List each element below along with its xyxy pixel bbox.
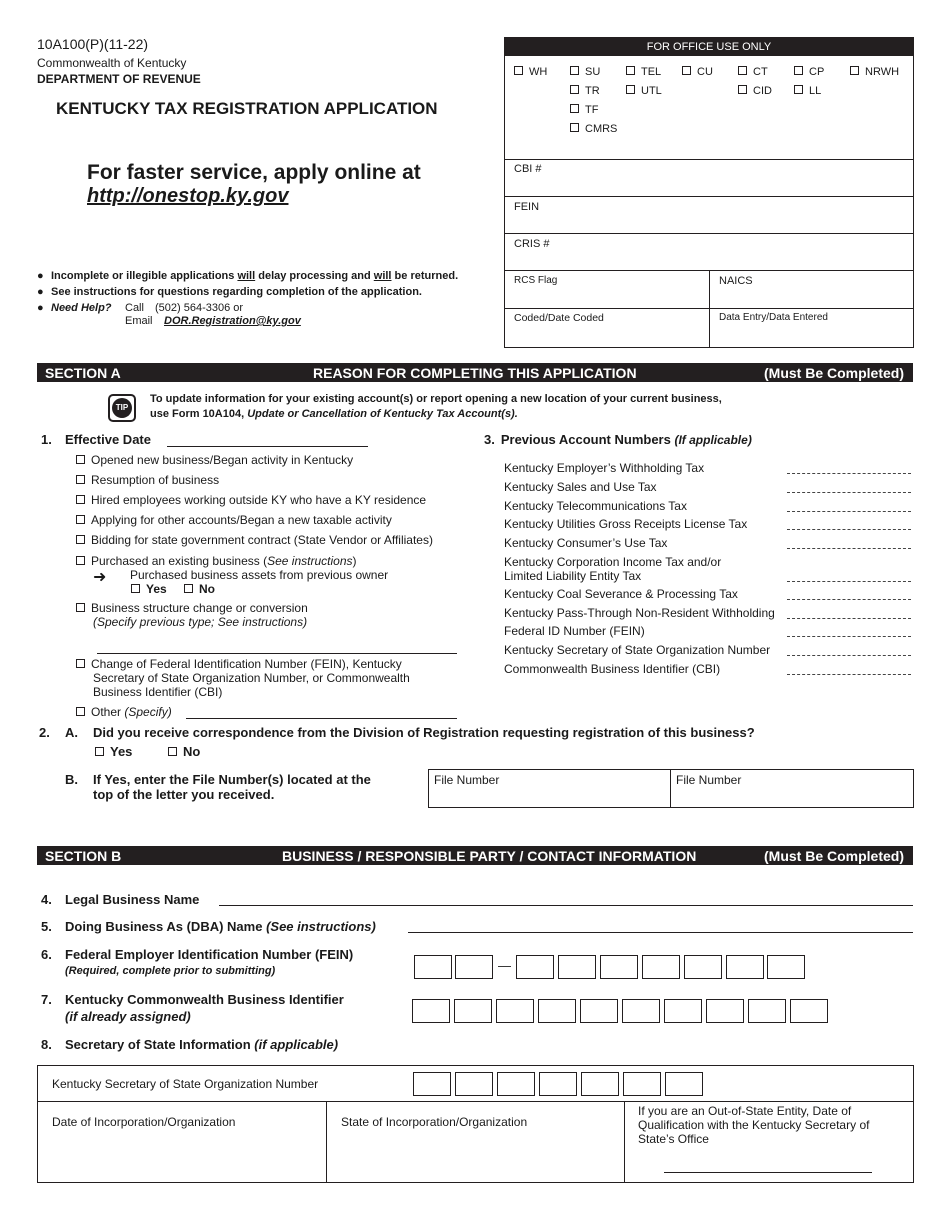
other-specify-input[interactable]	[186, 718, 457, 719]
sos-digit[interactable]	[497, 1072, 535, 1096]
office-code-cmrs[interactable]	[570, 120, 617, 139]
tip-icon	[108, 394, 136, 422]
q3-label: Previous Account Numbers	[500, 432, 675, 447]
checkbox-icon	[570, 123, 579, 132]
office-code-label: CP	[809, 66, 825, 78]
fein-digit[interactable]	[726, 955, 764, 979]
sos-digit[interactable]	[539, 1072, 577, 1096]
fein-label: Federal Employer Identification Number (FEIN)	[65, 947, 354, 962]
fein-digit[interactable]	[414, 955, 452, 979]
checkbox-icon	[850, 66, 859, 75]
out-of-state-date-label	[638, 1104, 869, 1146]
out-of-state-date-input[interactable]	[664, 1172, 872, 1173]
q2a-yes[interactable]	[95, 744, 132, 759]
cbi-digit[interactable]	[664, 999, 702, 1023]
bullet-dot: ●	[37, 270, 44, 282]
dba-name-label	[65, 919, 376, 934]
cbi-digit[interactable]	[748, 999, 786, 1023]
q3-heading	[484, 432, 752, 447]
office-code-utl[interactable]	[626, 82, 662, 101]
option-label: Hired employees working outside KY who have a KY residence	[91, 493, 427, 507]
office-code-ct[interactable]	[738, 63, 768, 82]
option-label: Business structure change or conversion	[91, 601, 308, 615]
section-b-must: (Must Be Completed)	[764, 848, 904, 864]
divider	[624, 1101, 625, 1182]
account-input[interactable]	[787, 548, 911, 549]
checkbox-icon	[76, 535, 85, 544]
bullet-list	[37, 268, 458, 300]
office-code-tr[interactable]	[570, 82, 600, 101]
office-code-wh[interactable]	[514, 63, 547, 82]
office-code-label: TEL	[641, 66, 662, 78]
section-a-heading: REASON FOR COMPLETING THIS APPLICATION	[313, 365, 637, 381]
section-b-heading: BUSINESS / RESPONSIBLE PARTY / CONTACT INFORMATION	[282, 848, 697, 864]
rcs-flag-field[interactable]: RCS Flag	[514, 275, 558, 286]
fein-digit[interactable]	[642, 955, 680, 979]
q2b-letter: B.	[65, 772, 78, 787]
tip-line-1: To update information for your existing account(s) or report opening a new location of your current business,	[150, 393, 722, 405]
cbi-note: (if already assigned)	[65, 1009, 191, 1024]
reason-structure-change[interactable]	[76, 601, 308, 615]
divider	[670, 770, 671, 807]
office-code-label: CU	[697, 66, 713, 78]
account-label: Kentucky Pass-Through Non-Resident Withholding	[504, 606, 775, 620]
account-input[interactable]	[787, 674, 911, 675]
checkbox-icon	[76, 707, 85, 716]
date-incorporation-field[interactable]: Date of Incorporation/Organization	[52, 1115, 236, 1129]
account-input[interactable]	[787, 599, 911, 600]
divider	[505, 159, 913, 160]
fein-digit[interactable]	[455, 955, 493, 979]
yes-label: Yes	[146, 582, 167, 596]
sos-digit[interactable]	[455, 1072, 493, 1096]
checkbox-icon	[738, 66, 747, 75]
bullet-1	[37, 268, 458, 284]
divider	[38, 1101, 913, 1102]
option-label: Opened new business/Began activity in Kentucky	[91, 453, 354, 467]
account-label: Kentucky Secretary of State Organization Number	[504, 643, 771, 657]
option-label-b: See instructions	[267, 554, 353, 568]
account-label: Kentucky Telecommunications Tax	[504, 499, 687, 513]
reason-bidding-contract[interactable]	[76, 533, 433, 547]
account-label: Commonwealth Business Identifier (CBI)	[504, 662, 721, 676]
onestop-link[interactable]: http://onestop.ky.gov	[87, 185, 289, 207]
account-input[interactable]	[787, 618, 911, 619]
dash-icon: —	[498, 958, 511, 973]
section-a-bar	[37, 363, 913, 382]
cris-field[interactable]: CRIS #	[514, 238, 550, 250]
structure-change-input[interactable]	[97, 653, 457, 654]
checkbox-icon	[570, 66, 579, 75]
office-code-label: TR	[585, 85, 600, 97]
coded-date-field[interactable]: Coded/Date Coded	[514, 312, 604, 324]
fein-digit[interactable]	[516, 955, 554, 979]
bullet-1-text-c: be returned.	[391, 270, 459, 282]
no-label: No	[199, 582, 215, 596]
q2b-line-2: top of the letter you received.	[93, 787, 275, 802]
section-b-label: SECTION B	[45, 848, 122, 864]
sos-digit[interactable]	[665, 1072, 703, 1096]
cbi-field[interactable]: CBI #	[514, 163, 542, 175]
q6-number: 6.	[41, 947, 52, 962]
help-block	[37, 300, 243, 316]
q8-number: 8.	[41, 1037, 52, 1052]
no-label: No	[183, 744, 201, 759]
phone-number: (502) 564-3306 or	[155, 302, 244, 314]
option-label: Change of Federal Identification Number (FEIN), Kentucky	[91, 657, 402, 671]
section-a-label: SECTION A	[45, 365, 121, 381]
cbi-digit-boxes	[412, 999, 828, 1023]
account-input[interactable]	[787, 655, 911, 656]
dba-label-b: (See instructions)	[266, 919, 376, 934]
fein-digit-boxes	[414, 955, 806, 979]
cbi-digit[interactable]	[538, 999, 576, 1023]
bullet-1-text-b: delay processing and	[255, 270, 374, 282]
cbi-digit[interactable]	[412, 999, 450, 1023]
dba-label-a: Doing Business As (DBA) Name	[65, 919, 267, 934]
office-code-tel[interactable]	[626, 63, 661, 82]
option-label: Bidding for state government contract (State Vendor or Affiliates)	[91, 533, 433, 547]
office-code-label: TF	[585, 104, 599, 116]
reason-opened-new-business[interactable]	[76, 453, 353, 467]
cbi-label: Kentucky Commonwealth Business Identifier	[65, 992, 344, 1007]
office-code-label: UTL	[641, 85, 662, 97]
account-label: Kentucky Consumer’s Use Tax	[504, 536, 668, 550]
reason-id-change[interactable]	[76, 657, 402, 671]
department-name: DEPARTMENT OF REVENUE	[37, 72, 201, 86]
checkbox-icon	[76, 603, 85, 612]
checkbox-icon	[184, 584, 193, 593]
sos-digit[interactable]	[581, 1072, 619, 1096]
checkbox-icon	[76, 455, 85, 464]
arrow-icon: ➜	[93, 569, 107, 586]
checkbox-icon	[570, 85, 579, 94]
oos-line-3: State’s Office	[638, 1132, 709, 1146]
q4-number: 4.	[41, 892, 52, 907]
office-use-box	[504, 37, 914, 348]
cbi-digit[interactable]	[706, 999, 744, 1023]
account-input[interactable]	[787, 581, 911, 582]
account-input[interactable]	[787, 529, 911, 530]
office-code-tf[interactable]	[570, 101, 598, 120]
file-number-field-2[interactable]: File Number	[676, 773, 742, 787]
sos-digit-boxes	[413, 1072, 703, 1096]
q7-number: 7.	[41, 992, 52, 1007]
cbi-digit[interactable]	[580, 999, 618, 1023]
option-label-c: )	[352, 554, 357, 568]
call-label: Call	[125, 302, 144, 314]
fein-digit[interactable]	[684, 955, 722, 979]
section-a-must: (Must Be Completed)	[764, 365, 904, 381]
office-code-su[interactable]	[570, 63, 600, 82]
office-code-ll[interactable]	[794, 82, 821, 101]
account-input[interactable]	[787, 473, 911, 474]
checkbox-icon	[76, 659, 85, 668]
tip-text	[150, 392, 722, 422]
account-input[interactable]	[787, 636, 911, 637]
q2a-no[interactable]	[168, 744, 200, 759]
option-label-b: (Specify)	[124, 705, 172, 719]
effective-date-input[interactable]	[167, 446, 368, 447]
id-change-line-3: Business Identifier (CBI)	[93, 685, 223, 699]
agency-name: Commonwealth of Kentucky	[37, 56, 187, 70]
checkbox-icon	[794, 66, 803, 75]
account-label: Limited Liability Entity Tax	[504, 569, 642, 583]
checkbox-icon	[76, 495, 85, 504]
q1-number: 1.	[41, 432, 52, 447]
cbi-digit[interactable]	[454, 999, 492, 1023]
q2b-line-1: If Yes, enter the File Number(s) located at the	[93, 772, 371, 787]
account-label: Kentucky Corporation Income Tax and/or	[504, 555, 722, 569]
account-input[interactable]	[787, 492, 911, 493]
fein-field[interactable]: FEIN	[514, 201, 540, 213]
account-label: Kentucky Employer’s Withholding Tax	[504, 461, 705, 475]
option-label: Applying for other accounts/Began a new taxable activity	[91, 513, 392, 527]
fein-note: (Required, complete prior to submitting)	[65, 965, 276, 977]
checkbox-icon	[682, 66, 691, 75]
sos-info-label	[65, 1037, 338, 1052]
structure-change-note: (Specify previous type; See instructions)	[93, 615, 308, 629]
checkbox-icon	[738, 85, 747, 94]
divider	[505, 308, 913, 309]
reason-purchased-business[interactable]	[76, 554, 357, 568]
state-incorporation-field[interactable]: State of Incorporation/Organization	[341, 1115, 528, 1129]
sos-table	[37, 1065, 914, 1183]
fein-digit[interactable]	[767, 955, 805, 979]
office-code-cid[interactable]	[738, 82, 772, 101]
cbi-digit[interactable]	[496, 999, 534, 1023]
oos-line-1: If you are an Out-of-State Entity, Date of	[638, 1104, 852, 1118]
option-label-a: Purchased an existing business (	[91, 554, 268, 568]
email-row	[125, 315, 301, 327]
checkbox-icon	[76, 556, 85, 565]
q2a-letter: A.	[65, 725, 78, 740]
fein-digit[interactable]	[558, 955, 596, 979]
purchased-assets-yes[interactable]	[131, 582, 167, 596]
divider	[326, 1101, 327, 1182]
account-input[interactable]	[787, 511, 911, 512]
checkbox-icon	[168, 747, 177, 756]
checkbox-icon	[626, 66, 635, 75]
tip-line-2	[150, 407, 722, 422]
tip-line-2-a: use Form 10A104,	[150, 408, 248, 420]
data-entry-field[interactable]: Data Entry/Data Entered	[719, 312, 828, 323]
office-code-label: SU	[585, 66, 601, 78]
sos-label-b: (if applicable)	[254, 1037, 339, 1052]
cbi-digit[interactable]	[622, 999, 660, 1023]
q5-number: 5.	[41, 919, 52, 934]
office-use-title: FOR OFFICE USE ONLY	[505, 38, 913, 56]
file-number-box	[428, 769, 914, 808]
checkbox-icon	[514, 66, 523, 75]
bullet-1-will-2: will	[373, 270, 392, 282]
yes-label: Yes	[110, 744, 133, 759]
option-label: Resumption of business	[91, 473, 220, 487]
office-code-label: CT	[753, 66, 768, 78]
account-label: Kentucky Coal Severance & Processing Tax	[504, 587, 738, 601]
checkbox-icon	[95, 747, 104, 756]
reason-hired-employees[interactable]	[76, 493, 426, 507]
id-change-line-2: Secretary of State Organization Number, or Commonwealth	[93, 671, 410, 685]
file-number-field-1[interactable]: File Number	[434, 773, 500, 787]
office-code-label: NRWH	[865, 66, 900, 78]
bullet-1-will-1: will	[237, 270, 256, 282]
q2-number: 2.	[39, 725, 50, 740]
office-code-label: WH	[529, 66, 548, 78]
need-help-label: Need Help?	[51, 302, 112, 314]
office-code-label: CMRS	[585, 123, 618, 135]
tip-circle: TIP	[112, 398, 132, 418]
office-code-label: LL	[809, 85, 822, 97]
legal-business-name-input[interactable]	[219, 905, 913, 906]
checkbox-icon	[794, 85, 803, 94]
section-b-bar	[37, 846, 913, 865]
option-label-a: Other	[91, 705, 125, 719]
sos-org-number-label: Kentucky Secretary of State Organization Number	[52, 1077, 319, 1091]
tip-line-2-b: Update or Cancellation of Kentucky Tax Account(s).	[247, 408, 518, 420]
bullet-1-text-a: Incomplete or illegible applications	[51, 270, 238, 282]
effective-date-label: Effective Date	[65, 432, 151, 447]
divider	[505, 196, 913, 197]
purchased-assets-no[interactable]	[184, 582, 215, 596]
checkbox-icon	[626, 85, 635, 94]
purchased-assets-label: Purchased business assets from previous owner	[130, 568, 389, 582]
q2a-question: Did you receive correspondence from the Division of Registration requesting registration of this business?	[93, 725, 755, 740]
account-label: Kentucky Sales and Use Tax	[504, 480, 657, 494]
bullet-dot: ●	[37, 302, 44, 314]
q3-number: 3.	[484, 432, 495, 447]
office-code-nrwh[interactable]	[850, 63, 899, 82]
sos-label-a: Secretary of State Information	[65, 1037, 255, 1052]
reason-resumption[interactable]	[76, 473, 219, 487]
office-code-cu[interactable]	[682, 63, 713, 82]
account-label: Kentucky Utilities Gross Receipts License Tax	[504, 517, 748, 531]
reason-other[interactable]	[76, 705, 172, 719]
sos-digit[interactable]	[413, 1072, 451, 1096]
checkbox-icon	[76, 515, 85, 524]
office-code-cp[interactable]	[794, 63, 824, 82]
cbi-digit[interactable]	[790, 999, 828, 1023]
naics-field[interactable]: NAICS	[719, 275, 753, 287]
office-code-label: CID	[753, 85, 772, 97]
checkbox-icon	[570, 104, 579, 113]
dba-name-input[interactable]	[408, 932, 913, 933]
email-label: Email	[125, 315, 153, 327]
legal-business-name-label: Legal Business Name	[65, 892, 200, 907]
faster-service-text: For faster service, apply online at	[87, 161, 421, 184]
fein-digit[interactable]	[600, 955, 638, 979]
q2b-question	[93, 772, 371, 802]
account-label: Federal ID Number (FEIN)	[504, 624, 645, 638]
bullet-dot: ●	[37, 286, 44, 298]
bullet-2	[37, 284, 458, 300]
sos-digit[interactable]	[623, 1072, 661, 1096]
reason-other-accounts[interactable]	[76, 513, 392, 527]
checkbox-icon	[131, 584, 140, 593]
email-link[interactable]: DOR.Registration@ky.gov	[164, 315, 301, 327]
checkbox-icon	[76, 475, 85, 484]
q3-note: (If applicable)	[674, 433, 752, 447]
oos-line-2: Qualification with the Kentucky Secretary of	[638, 1118, 870, 1132]
form-number: 10A100(P)(11-22)	[37, 36, 149, 52]
bullet-2-text: See instructions for questions regarding completion of the application.	[51, 286, 422, 298]
form-title: KENTUCKY TAX REGISTRATION APPLICATION	[56, 99, 438, 118]
divider	[505, 233, 913, 234]
